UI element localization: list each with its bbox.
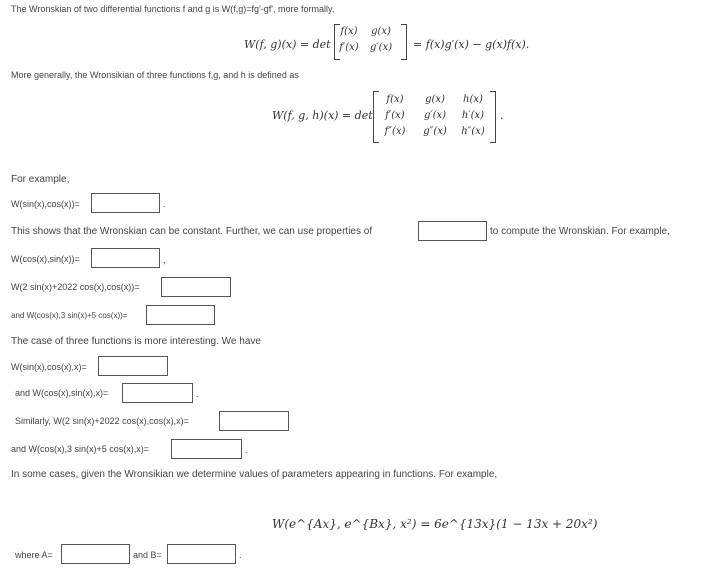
constant-text: This shows that the Wronskian can be constant. Further, we can use properties of (11, 226, 373, 237)
eq1-cell: f(x) (340, 26, 358, 37)
q9-b-answer-input[interactable] (167, 544, 236, 564)
q1-answer-input[interactable] (91, 193, 160, 213)
q8-label: and W(cos(x),3 sin(x)+5 cos(x),x)= (11, 444, 150, 454)
general-text: More generally, the Wronsikian of three functions f,g, and h is defined as (11, 70, 299, 80)
q6-after: . (196, 389, 199, 399)
eq2-left-bracket (373, 91, 379, 143)
q2-answer-input[interactable] (91, 248, 160, 268)
q2-label: W(cos(x),sin(x))= (11, 254, 80, 264)
three-functions-text: The case of three functions is more interesting. We have (11, 336, 261, 347)
q8-answer-input[interactable] (171, 439, 242, 459)
eq1-cell: g′(x) (370, 42, 393, 53)
eq2-rhs: . (500, 109, 504, 122)
q7-label: Similarly, W(2 sin(x)+2022 cos(x),cos(x),x)= (15, 416, 189, 426)
q4-label: and W(cos(x),3 sin(x)+5 cos(x))= (11, 311, 128, 320)
eq2-cell: g′(x) (423, 110, 447, 121)
eq2-cell: h′(x) (461, 110, 485, 121)
eq1-right-bracket (401, 24, 407, 60)
q9-label-a: where A= (15, 550, 53, 560)
q7-answer-input[interactable] (219, 411, 289, 431)
eq2-right-bracket (490, 91, 496, 143)
q5-answer-input[interactable] (98, 356, 168, 376)
intro-text: The Wronskian of two differential functions f and g is W(f,g)=fg'-gf', more formally, (11, 4, 335, 14)
eq1-rhs: = f(x)g′(x) − g(x)f(x). (413, 38, 530, 51)
eq1-cell: f′(x) (339, 42, 359, 53)
q6-label: and W(cos(x),sin(x),x)= (15, 388, 109, 398)
constant-text-after: to compute the Wronskian. For example, (490, 226, 670, 237)
q3-label: W(2 sin(x)+2022 cos(x),cos(x))= (11, 282, 140, 292)
eq3: W(e^{Ax}, e^{Bx}, x²) = 6e^{13x}(1 − 13x + 20x²) (272, 517, 598, 531)
q1-after: . (163, 199, 166, 209)
q6-answer-input[interactable] (122, 383, 193, 403)
q9-label-b: and B= (133, 550, 162, 560)
q3-answer-input[interactable] (161, 277, 231, 297)
eq1-lhs: W(f, g)(x) = det (244, 38, 331, 51)
q5-label: W(sin(x),cos(x),x)= (11, 362, 87, 372)
q9-after: . (239, 550, 242, 560)
for-example-text: For example, (11, 174, 70, 185)
eq2-cell: f′(x) (385, 110, 405, 121)
eq2-cell: f(x) (386, 94, 404, 105)
eq2-cell: g(x) (425, 94, 445, 105)
eq2-cell: f″(x) (384, 126, 406, 137)
q8-after: . (245, 445, 248, 455)
eq2-cell: g″(x) (423, 126, 447, 137)
q2-after: , (163, 255, 166, 265)
properties-answer-input[interactable] (418, 221, 487, 241)
eq2-lhs: W(f, g, h)(x) = det (272, 109, 373, 122)
eq1-cell: g(x) (371, 26, 391, 37)
q9-a-answer-input[interactable] (61, 544, 130, 564)
q4-answer-input[interactable] (146, 305, 215, 325)
eq2-cell: h(x) (463, 94, 483, 105)
q1-label: W(sin(x),cos(x))= (11, 199, 80, 209)
eq2-cell: h″(x) (461, 126, 485, 137)
params-text: In some cases, given the Wronsikian we determine values of parameters appearing in functions. For example, (11, 469, 498, 480)
